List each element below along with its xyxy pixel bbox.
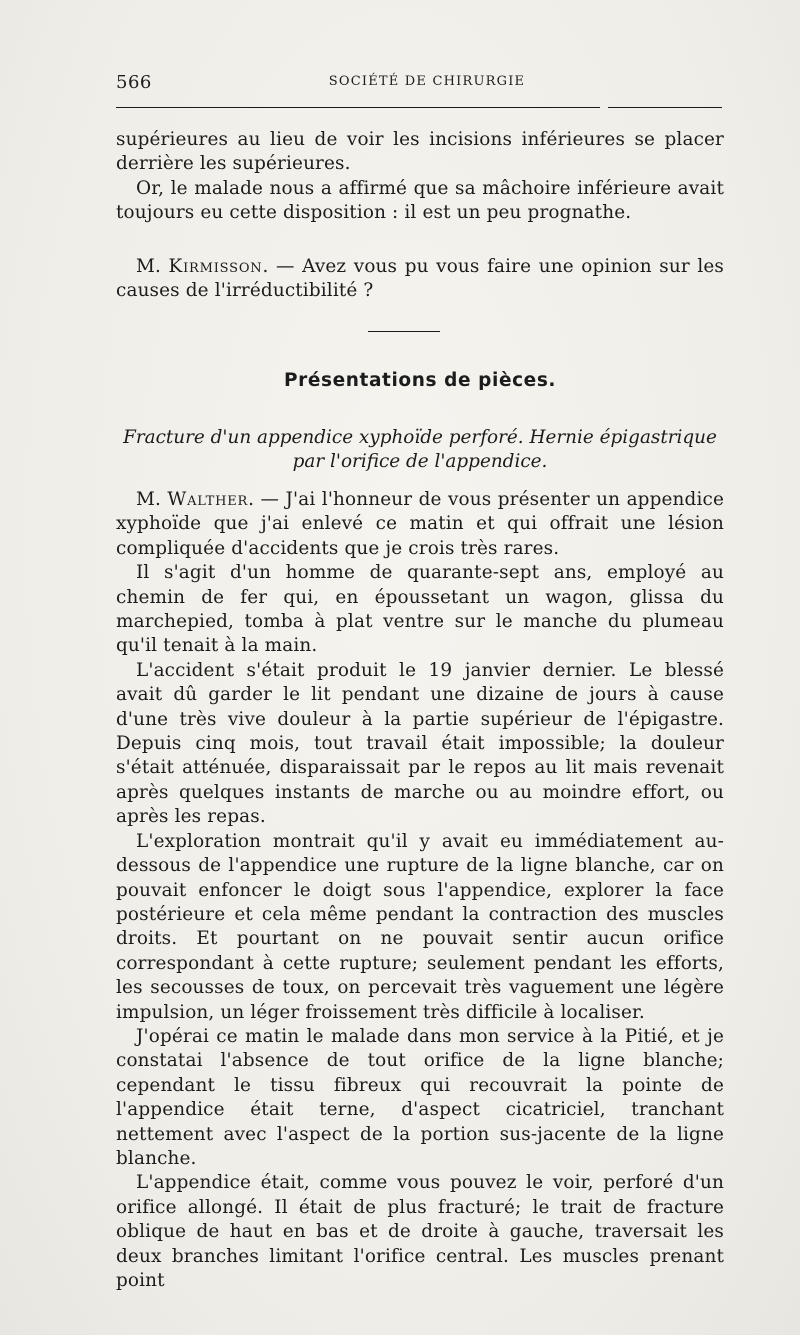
page-number: 566 [116,72,152,93]
header-rule-left [116,107,600,108]
walther-paragraph-6: L'appendice était, comme vous pouvez le voir, perforé d'un orifice allongé. Il était de plus fracturé; le trait de fracture oblique de haut en bas et de droite à gauche, traversait les deux branches limitant l'orifice central. Les muscles prenant point [116,1172,724,1291]
intro-paragraph-2: Or, le malade nous a affirmé que sa mâchoire inférieure avait toujours eu cette disposition : il est un peu prognathe. [116,177,724,224]
walther-paragraph-1 [116,488,724,561]
page-header [116,70,724,98]
subheading-line-2: par l'orifice de l'appendice. [292,451,548,473]
header-rule-right [608,107,722,108]
intro-block [116,128,724,226]
subheading-line-1: Fracture d'un appendice xyphoïde perforé. Hernie épigastrique [123,427,717,448]
section-separator [368,331,440,332]
walther-speaker: Walther [167,489,249,510]
walther-paragraph-3: L'accident s'était produit le 19 janvier dernier. Le blessé avait dû garder le lit pendant une dizaine de jours à cause d'une très vive douleur à la partie supérieur de l'épigastre. Depuis cinq mois, tout travail était impossible; la douleur s'était atténuée, disparaissait par le repos au lit mais revenait après quelques instants de marche ou au moindre effort, ou après les repas. [116,659,724,828]
walther-paragraph-4: L'exploration montrait qu'il y avait eu immédiatement au-dessous de l'appendice une rupture de la ligne blanche, car on pouvait enfoncer le doigt sous l'appendice, explorer la face postérieure et cela même pendant la contraction des muscles droits. Et pourtant on ne pouvait sentir aucun orifice correspondant à cette rupture; seulement pendant les efforts, les secousses de toux, on percevait très vaguement une légère impulsion, un léger froissement très difficile à localiser. [116,830,724,1023]
kirmisson-text: . — Avez vous pu vous faire une opinion sur les causes de l'irréductibilité ? [116,256,724,302]
walther-text-1: . — J'ai l'honneur de vous présenter un appendice xyphoïde que j'ai enlevé ce matin et qui offrait une lésion compliquée d'accidents que je crois très rares. [116,489,724,559]
running-title: SOCIÉTÉ DE CHIRURGIE [328,74,526,89]
walther-paragraph-5: J'opérai ce matin le malade dans mon service à la Pitié, et je constatai l'absence de tout orifice de la ligne blanche; cependant le tissu fibreux qui recouvrait la pointe de l'appendice était terne, d'aspect cicatriciel, tranchant nettement avec l'aspect de la portion sus-jacente de la ligne blanche. [116,1025,724,1169]
kirmisson-speaker: Kirmisson [168,256,263,277]
walther-prefix: M. [136,489,168,510]
intro-paragraph-1: supérieures au lieu de voir les incisions inférieures se placer derrière les supérieures. [116,129,724,175]
kirmisson-block [116,255,724,304]
walther-block [116,488,724,1293]
section-heading: Présentations de pièces. [283,370,557,391]
section-subheading [116,426,724,475]
kirmisson-prefix: M. [136,256,169,277]
walther-paragraph-2: Il s'agit d'un homme de quarante-sept ans, employé au chemin de fer qui, en époussetant un wagon, glissa du marchepied, tomba à plat ventre sur le manche du plumeau qu'il tenait à la main. [116,562,724,657]
kirmisson-paragraph [116,255,724,304]
